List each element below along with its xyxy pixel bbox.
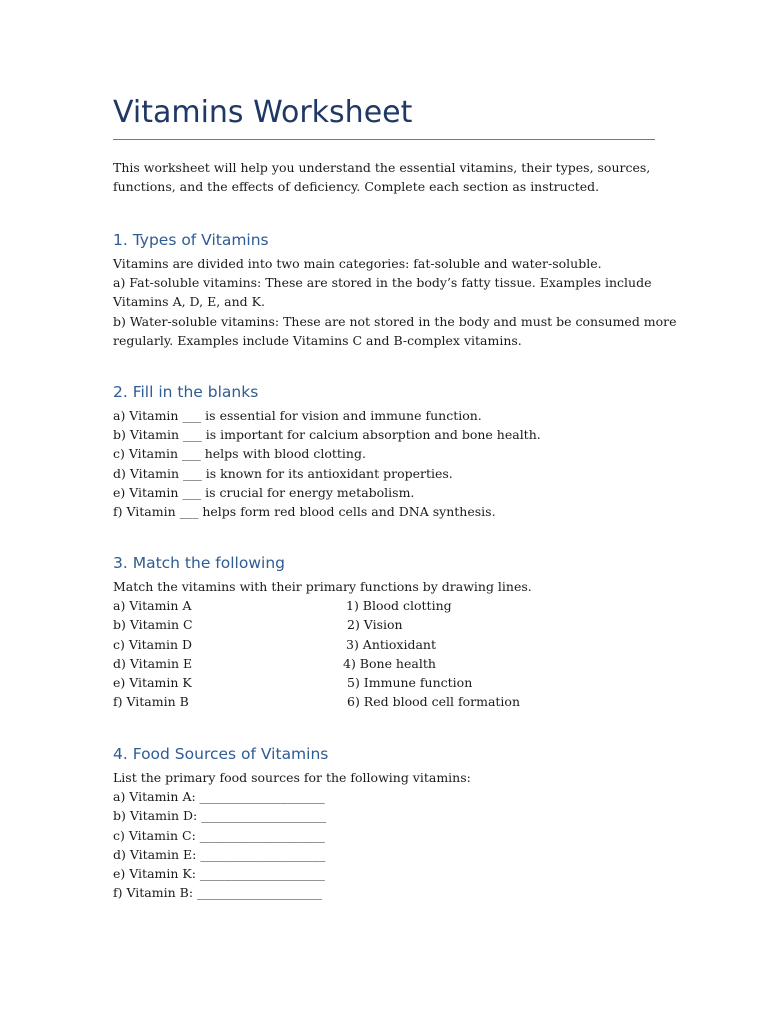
match-function: 4) Bone health [343,655,436,671]
fill-blanks-list [113,406,655,521]
page-title: Vitamins Worksheet [113,95,413,130]
match-vitamin: e) Vitamin K [113,674,192,690]
food-source-item: c) Vitamin C: ____________________ [113,827,325,843]
match-vitamin: c) Vitamin D [113,636,193,652]
food-source-item: f) Vitamin B: ____________________ [113,885,323,901]
section-heading: 4. Food Sources of Vitamins [113,745,329,763]
fill-blank-item: f) Vitamin ___ helps form red blood cells and DNA synthesis. [113,504,496,520]
food-sources-list [113,768,655,902]
text-line: b) Water-soluble vitamins: These are not stored in the body and must be consumed more [113,313,677,329]
fill-blank-item: c) Vitamin ___ helps with blood clotting. [113,446,366,462]
match-row [113,673,655,692]
match-function: 2) Vision [347,617,403,633]
section-match-the-following [113,552,655,711]
match-row [113,615,655,634]
fill-blank-item: a) Vitamin ___ is essential for vision and immune function. [113,408,482,423]
section-food-sources [113,743,655,902]
fill-blank-item: d) Vitamin ___ is known for its antioxidant properties. [113,465,453,481]
match-instruction: Match the vitamins with their primary functions by drawing lines. [113,579,532,594]
section-heading: 2. Fill in the blanks [113,383,259,401]
match-row [113,692,655,711]
match-row [113,635,655,654]
food-source-item: d) Vitamin E: ____________________ [113,846,326,862]
match-function: 6) Red blood cell formation [347,694,521,710]
text-line: Vitamins A, D, E, and K. [113,294,265,310]
match-row [113,654,655,673]
match-vitamin: a) Vitamin A [113,598,192,614]
fill-blank-item: e) Vitamin ___ is crucial for energy metabolism. [113,484,415,500]
food-source-instruction: List the primary food sources for the following vitamins: [113,770,471,785]
section-heading: 3. Match the following [113,554,285,572]
fill-blank-item: b) Vitamin ___ is important for calcium absorption and bone health. [113,427,541,443]
match-function: 5) Immune function [347,674,473,690]
food-source-item: e) Vitamin K: ____________________ [113,866,325,882]
food-source-item: b) Vitamin D: ____________________ [113,808,327,824]
intro-paragraph: This worksheet will help you understand the essential vitamins, their types, sources, functions, and the effects of deficiency. Complete each section as instructed. [113,160,651,195]
food-source-item: a) Vitamin A: ____________________ [113,789,325,805]
section-types-of-vitamins [113,229,677,350]
text-line: regularly. Examples include Vitamins C and B-complex vitamins. [113,332,522,348]
title-divider [113,139,655,140]
match-row [113,596,655,615]
section-heading: 1. Types of Vitamins [113,231,269,249]
text-line: Vitamins are divided into two main categories: fat-soluble and water-soluble. [113,256,602,271]
match-vitamin: f) Vitamin B [113,694,189,710]
match-table [113,577,655,711]
match-function: 1) Blood clotting [346,598,452,614]
text-line: a) Fat-soluble vitamins: These are stored in the body’s fatty tissue. Examples include [113,275,652,291]
match-vitamin: b) Vitamin C [113,617,193,633]
types-paragraph [113,254,677,350]
section-fill-in-the-blanks [113,381,655,521]
match-function: 3) Antioxidant [346,636,437,652]
match-vitamin: d) Vitamin E [113,655,193,671]
